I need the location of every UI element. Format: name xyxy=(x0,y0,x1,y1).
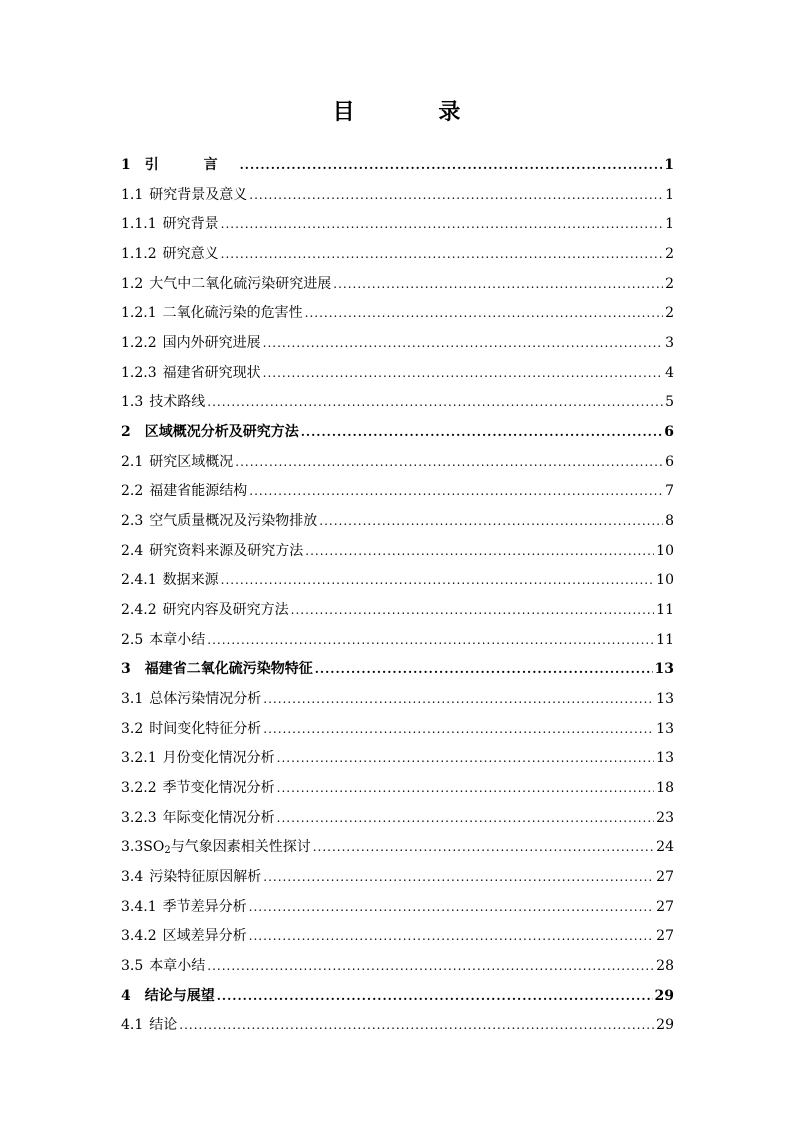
toc-entry-title: 时间变化特征分析 xyxy=(149,720,262,737)
toc-entry-number: 4.1 xyxy=(121,1017,144,1034)
toc-entry[interactable] xyxy=(121,596,674,626)
toc-entry-number: 1.1.2 xyxy=(121,246,157,263)
toc-entry-page: 13 xyxy=(656,720,674,737)
toc-entry[interactable] xyxy=(121,685,674,715)
toc-entry-page: 18 xyxy=(656,780,674,797)
toc-entry-title: 区域差异分析 xyxy=(162,928,247,945)
toc-entry-title-rest: 与气象因素相关性探讨 xyxy=(170,839,311,856)
toc-entry-number: 3.4 xyxy=(121,869,144,886)
toc-dot-leader xyxy=(277,744,655,774)
toc-entry-number: 3.2.2 xyxy=(121,780,157,797)
toc-entry-number: 2.4.1 xyxy=(121,572,157,589)
toc-entry[interactable] xyxy=(121,448,674,478)
toc-entry-number: 1.3 xyxy=(121,394,144,411)
toc-entry-title: 空气质量概况及污染物排放 xyxy=(149,513,318,530)
toc-entry-number: 3.2 xyxy=(121,720,144,737)
toc-entry-page: 4 xyxy=(665,364,674,381)
toc-entry-title: 二氧化硫污染的危害性 xyxy=(162,305,303,322)
toc-entry-page: 23 xyxy=(656,809,674,826)
toc-dot-leader xyxy=(249,893,655,923)
toc-dot-leader xyxy=(305,299,663,329)
toc-entry[interactable] xyxy=(121,863,674,893)
toc-entry-number: 1.1.1 xyxy=(121,216,157,233)
toc-entry-page: 27 xyxy=(656,928,674,945)
toc-entry[interactable] xyxy=(121,181,674,211)
toc-entry[interactable] xyxy=(121,922,674,952)
toc-entry[interactable] xyxy=(121,744,674,774)
toc-entry[interactable] xyxy=(121,626,674,656)
toc-entry[interactable] xyxy=(121,329,674,359)
toc-entry-number: 1.2.1 xyxy=(121,305,157,322)
toc-entry-page: 2 xyxy=(665,305,674,322)
toc-dot-leader xyxy=(263,329,663,359)
toc-entry-page: 13 xyxy=(656,691,674,708)
toc-entry-number: 3.5 xyxy=(121,958,144,975)
toc-entry-title: 研究资料来源及研究方法 xyxy=(149,542,304,559)
toc-entry-number: 2.3 xyxy=(121,513,144,530)
toc-entry-number: 1.2.2 xyxy=(121,335,157,352)
toc-entry-number: 1.1 xyxy=(121,186,144,203)
toc-entry[interactable] xyxy=(121,388,674,418)
toc-entry[interactable] xyxy=(121,537,674,567)
toc-dot-leader xyxy=(207,626,654,656)
toc-entry[interactable] xyxy=(121,715,674,745)
toc-dot-leader xyxy=(249,181,663,211)
toc-entry[interactable] xyxy=(121,477,674,507)
formula-subscript: 2 xyxy=(164,845,171,857)
toc-dot-leader xyxy=(319,507,663,537)
toc-entry-number: 3.4.1 xyxy=(121,898,157,915)
toc-entry[interactable] xyxy=(121,359,674,389)
toc-dot-leader xyxy=(249,922,655,952)
toc-entry[interactable] xyxy=(121,299,674,329)
toc-entry[interactable] xyxy=(121,833,674,863)
toc-entry-title: 研究背景 xyxy=(162,216,219,233)
toc-entry-number: 4 xyxy=(121,987,131,1004)
toc-dot-leader xyxy=(217,982,653,1012)
toc-entry[interactable] xyxy=(121,952,674,982)
toc-entry[interactable] xyxy=(121,507,674,537)
toc-entry[interactable] xyxy=(121,566,674,596)
toc-entry-number: 1.2 xyxy=(121,275,144,292)
toc-dot-leader xyxy=(249,477,663,507)
toc-entry-page: 5 xyxy=(665,394,674,411)
toc-dot-leader xyxy=(301,418,663,448)
formula-so: SO xyxy=(143,839,165,856)
toc-entry-page: 13 xyxy=(656,750,674,767)
toc-entry-page: 10 xyxy=(656,572,674,589)
toc-dot-leader xyxy=(291,596,655,626)
toc-entry-number: 2 xyxy=(121,424,131,441)
toc-entry[interactable] xyxy=(121,240,674,270)
toc-dot-leader xyxy=(263,715,654,745)
toc-entry-page: 3 xyxy=(665,335,674,352)
toc-entry-title: 国内外研究进展 xyxy=(162,335,261,352)
toc-entry-page: 2 xyxy=(665,275,674,292)
toc-entry-page: 6 xyxy=(664,424,674,441)
toc-dot-leader xyxy=(221,210,663,240)
toc-entry-page: 11 xyxy=(656,631,674,648)
toc-dot-leader xyxy=(263,863,654,893)
toc-entry-title: 季节差异分析 xyxy=(162,898,247,915)
toc-entry-page: 10 xyxy=(656,542,674,559)
toc-entry-title: 福建省能源结构 xyxy=(149,483,248,500)
toc-entry[interactable] xyxy=(121,210,674,240)
toc-entry-title: 技术路线 xyxy=(149,394,206,411)
toc-entry-title: 本章小结 xyxy=(149,958,206,975)
toc-entry[interactable] xyxy=(121,982,674,1012)
toc-entry[interactable] xyxy=(121,804,674,834)
toc-dot-leader xyxy=(277,804,655,834)
toc-entry-title: 本章小结 xyxy=(149,631,206,648)
toc-entry-title: 研究意义 xyxy=(162,246,219,263)
toc-entry-page: 27 xyxy=(656,869,674,886)
toc-entry-number: 3 xyxy=(121,661,131,678)
toc-entry-number: 2.2 xyxy=(121,483,144,500)
toc-entry-title: 总体污染情况分析 xyxy=(149,691,262,708)
toc-dot-leader xyxy=(207,952,654,982)
toc-entry-page: 13 xyxy=(654,661,674,678)
table-of-contents xyxy=(121,151,674,1041)
toc-entry-number: 3.4.2 xyxy=(121,928,157,945)
toc-entry-title: 福建省二氧化硫污染物特征 xyxy=(144,661,313,678)
toc-dot-leader xyxy=(207,388,663,418)
toc-entry-title: 研究背景及意义 xyxy=(149,186,248,203)
toc-dot-leader xyxy=(315,655,653,685)
toc-entry[interactable] xyxy=(121,151,674,181)
toc-entry-title: 研究内容及研究方法 xyxy=(162,602,289,619)
toc-entry-page: 24 xyxy=(656,839,674,856)
toc-entry-number: 2.1 xyxy=(121,453,144,470)
toc-dot-leader xyxy=(235,448,663,478)
toc-entry[interactable] xyxy=(121,270,674,300)
toc-dot-leader xyxy=(333,270,663,300)
toc-entry-page: 28 xyxy=(656,958,674,975)
toc-entry-page: 1 xyxy=(665,216,674,233)
toc-entry-page: 29 xyxy=(656,1017,674,1034)
toc-entry-number: 3.3 xyxy=(121,839,144,856)
toc-entry-title: 结论 xyxy=(149,1017,178,1034)
toc-dot-leader xyxy=(221,240,663,270)
toc-entry[interactable] xyxy=(121,774,674,804)
toc-entry-page: 27 xyxy=(656,898,674,915)
toc-entry-number: 2.5 xyxy=(121,631,144,648)
toc-entry-page: 29 xyxy=(654,987,674,1004)
toc-dot-leader xyxy=(263,685,654,715)
toc-entry-page: 2 xyxy=(665,246,674,263)
toc-entry-page: 1 xyxy=(664,157,674,173)
toc-dot-leader xyxy=(305,537,654,567)
toc-dot-leader xyxy=(179,1011,654,1041)
toc-dot-leader xyxy=(277,774,655,804)
toc-entry-number: 1 xyxy=(121,157,131,173)
toc-entry-title: 年际变化情况分析 xyxy=(162,809,275,826)
toc-entry[interactable] xyxy=(121,418,674,448)
toc-entry-title: 大气中二氧化硫污染研究进展 xyxy=(149,275,332,292)
toc-entry-number: 3.2.3 xyxy=(121,809,157,826)
toc-dot-leader xyxy=(263,359,663,389)
toc-entry-number: 1.2.3 xyxy=(121,364,157,381)
toc-entry-number: 2.4 xyxy=(121,542,144,559)
toc-entry-title: 季节变化情况分析 xyxy=(162,780,275,797)
toc-entry-title: 福建省研究现状 xyxy=(162,364,261,381)
toc-entry-page: 6 xyxy=(665,453,674,470)
toc-entry-page: 8 xyxy=(665,513,674,530)
toc-entry-page: 11 xyxy=(656,602,674,619)
page-title: 目 录 xyxy=(332,99,499,125)
toc-dot-leader xyxy=(240,151,663,181)
toc-entry-number: 3.1 xyxy=(121,691,144,708)
toc-entry-number: 3.2.1 xyxy=(121,750,157,767)
toc-dot-leader xyxy=(221,566,655,596)
toc-entry-page: 1 xyxy=(665,186,674,203)
toc-entry[interactable] xyxy=(121,893,674,923)
toc-entry-title: 研究区域概况 xyxy=(149,453,234,470)
toc-entry-number: 2.4.2 xyxy=(121,602,157,619)
toc-entry-page: 7 xyxy=(665,483,674,500)
toc-entry-title: 月份变化情况分析 xyxy=(162,750,275,767)
toc-entry[interactable] xyxy=(121,1011,674,1041)
toc-entry[interactable] xyxy=(121,655,674,685)
toc-entry-title: 区域概况分析及研究方法 xyxy=(144,424,299,441)
toc-entry-title: 数据来源 xyxy=(162,572,219,589)
toc-entry-title: 引 言 xyxy=(144,157,238,173)
toc-entry-title xyxy=(143,833,310,866)
toc-entry-title: 污染特征原因解析 xyxy=(149,869,262,886)
toc-dot-leader xyxy=(313,833,654,863)
toc-entry-title: 结论与展望 xyxy=(144,987,215,1004)
